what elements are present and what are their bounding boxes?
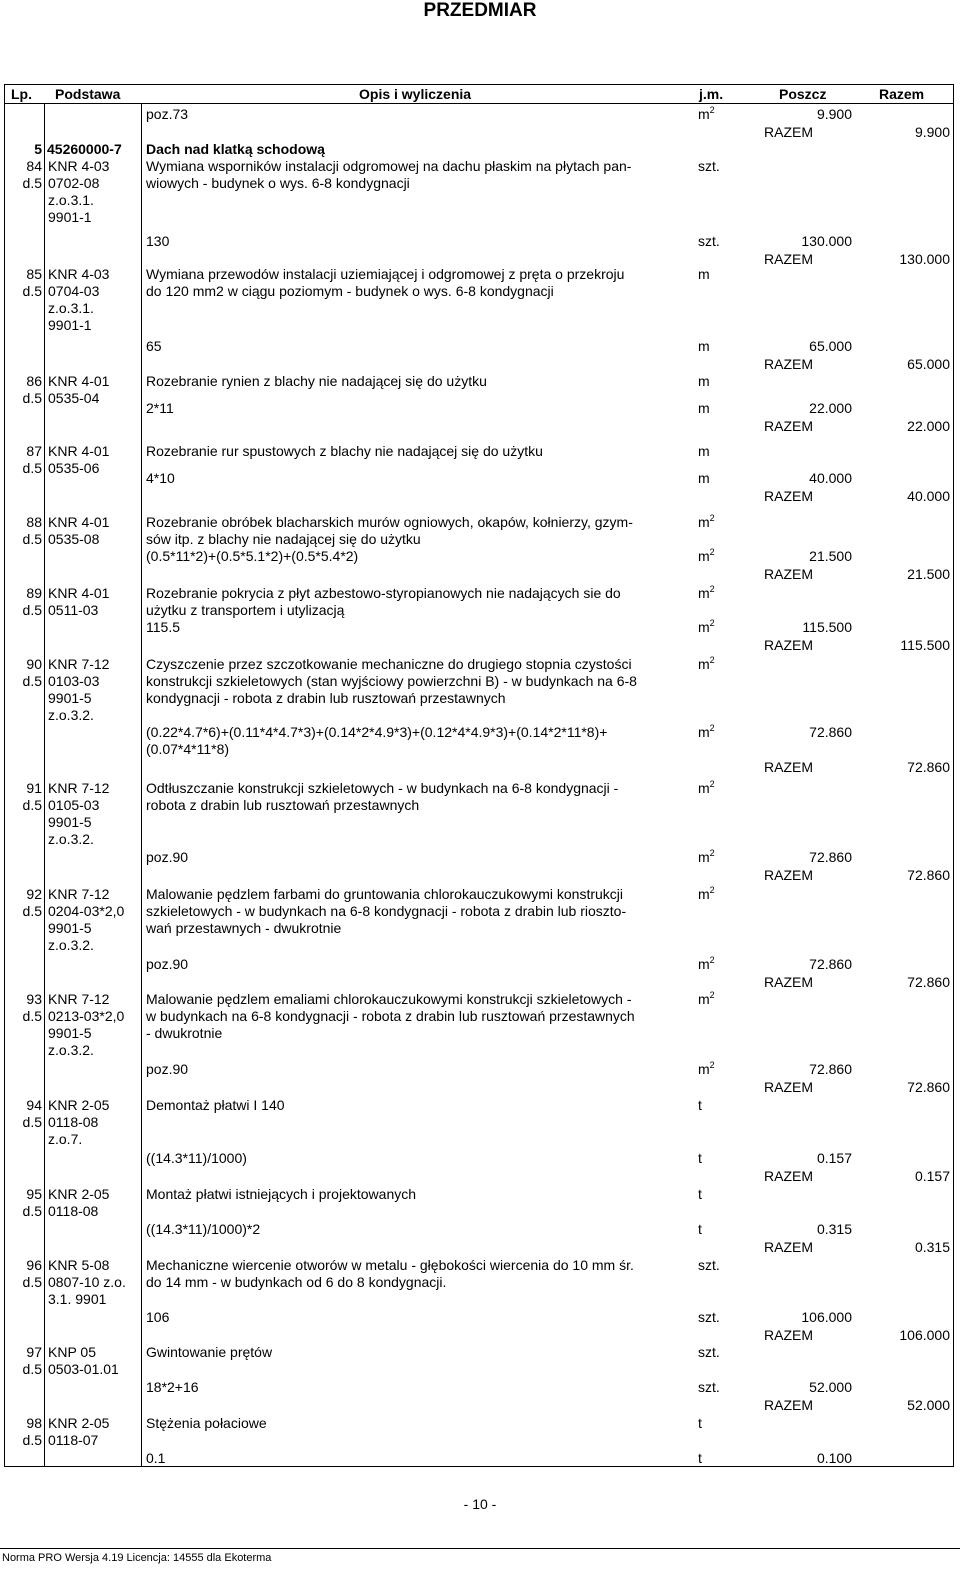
razem-value: 106.000	[899, 1327, 950, 1343]
razem-label: RAZEM	[764, 566, 813, 582]
row-poszcz-value: 106.000	[801, 1309, 852, 1325]
continuation-calc: poz.73	[146, 106, 189, 122]
row-lp: 85	[26, 266, 42, 282]
razem-value: 9.900	[914, 124, 950, 140]
razem-label: RAZEM	[764, 488, 813, 504]
row-lp-suffix: d.5	[22, 390, 42, 406]
razem-label: RAZEM	[764, 356, 813, 372]
row-unit: $m^2$	[698, 655, 715, 672]
row-lp-suffix: d.5	[22, 460, 42, 476]
continuation-unit: $m^2$	[698, 105, 715, 122]
row-lp-suffix: d.5	[22, 531, 42, 547]
razem-value: 0.157	[914, 1168, 950, 1184]
header-opis: Opis i wyliczenia	[359, 86, 472, 102]
razem-label: RAZEM	[764, 1168, 813, 1184]
razem-value: 22.000	[907, 418, 950, 434]
razem-label: RAZEM	[764, 418, 813, 434]
row-basis: KNR 7-12	[48, 991, 110, 1007]
row-description: do 14 mm - w budynkach od 6 do 8 kondygnacji.	[146, 1274, 447, 1290]
razem-label: RAZEM	[764, 124, 813, 140]
row-description: Malowanie pędzlem emaliami chlorokauczukowymi konstrukcji szkieletowych -	[146, 991, 632, 1007]
row-description: Stężenia połaciowe	[146, 1415, 267, 1431]
row-basis: 0702-08	[48, 175, 100, 191]
row-calc-unit: szt.	[698, 1379, 720, 1395]
table-header	[4, 84, 954, 104]
row-basis: 0535-04	[48, 390, 100, 406]
row-calculation: ((14.3*11)/1000)	[146, 1150, 247, 1166]
row-lp: 87	[26, 443, 42, 459]
row-basis: 0807-10 z.o.	[48, 1274, 126, 1290]
row-poszcz-value: 0.315	[816, 1221, 852, 1237]
row-calc-unit: $m^2$	[698, 618, 715, 635]
row-basis: 0213-03*2,0	[48, 1008, 125, 1024]
row-poszcz-value: 72.860	[809, 724, 852, 740]
row-basis: KNR 4-01	[48, 443, 110, 459]
row-description: szkieletowych - w budynkach na 6-8 kondygnacji - robota z drabin lub rioszto-	[146, 903, 627, 919]
row-basis: 9901-5	[48, 690, 92, 706]
row-lp-suffix: d.5	[22, 1361, 42, 1377]
row-calculation: (0.22*4.7*6)+(0.11*4*4.7*3)+(0.14*2*4.9*3)+(0.12*4*4.9*3)+(0.14*2*11*8)+	[146, 724, 608, 740]
row-lp-suffix: d.5	[22, 602, 42, 618]
row-description: Czyszczenie przez szczotkowanie mechaniczne do drugiego stopnia czystości	[146, 656, 632, 672]
row-basis: 0118-08	[48, 1203, 99, 1219]
row-description: Odtłuszczanie konstrukcji szkieletowych - w budynkach na 6-8 kondygnacji -	[146, 780, 619, 796]
row-lp-suffix: d.5	[22, 283, 42, 299]
row-poszcz-value: 72.860	[809, 1061, 852, 1077]
row-basis: KNR 7-12	[48, 780, 110, 796]
row-lp: 90	[26, 656, 42, 672]
razem-value: 65.000	[907, 356, 950, 372]
section-title: Dach nad klatką schodową	[146, 141, 325, 157]
razem-label: RAZEM	[764, 251, 813, 267]
header-poszcz: Poszcz	[779, 86, 827, 102]
row-calc-unit: m	[698, 400, 710, 416]
row-basis: 0704-03	[48, 283, 100, 299]
row-lp: 84	[26, 158, 42, 174]
row-description: Wymiana wsporników instalacji odgromowej na dachu płaskim na płytach pan-	[146, 158, 632, 174]
row-lp-suffix: d.5	[22, 1274, 42, 1290]
row-calculation: poz.90	[146, 956, 189, 972]
row-basis: KNR 2-05	[48, 1415, 110, 1431]
row-calculation: poz.90	[146, 1061, 189, 1077]
row-calculation: 130	[146, 233, 170, 249]
razem-label: RAZEM	[764, 1079, 813, 1095]
razem-value: 72.860	[907, 759, 950, 775]
row-calculation: 65	[146, 338, 162, 354]
row-unit: szt.	[698, 1257, 720, 1273]
row-unit: $m^2$	[698, 990, 715, 1007]
page-number: - 10 -	[463, 1496, 497, 1512]
row-calculation: 0.1	[146, 1450, 166, 1466]
razem-value: 72.860	[907, 974, 950, 990]
row-calc-unit: t	[698, 1150, 702, 1166]
row-calculation: 115.5	[146, 619, 180, 635]
row-lp-suffix: d.5	[22, 673, 42, 689]
row-description: Rozebranie rur spustowych z blachy nie nadającej się do użytku	[146, 443, 543, 459]
row-poszcz-value: 65.000	[809, 338, 852, 354]
header-lp: Lp.	[11, 86, 32, 102]
razem-label: RAZEM	[764, 1239, 813, 1255]
row-lp: 97	[26, 1344, 42, 1360]
row-calc-unit: $m^2$	[698, 547, 715, 564]
row-poszcz-value: 0.100	[816, 1450, 852, 1466]
row-poszcz-value: 52.000	[809, 1379, 852, 1395]
row-lp: 91	[26, 780, 42, 796]
row-unit: $m^2$	[698, 885, 715, 902]
row-unit: $m^2$	[698, 779, 715, 796]
row-basis: KNR 7-12	[48, 886, 110, 902]
row-lp-suffix: d.5	[22, 1432, 42, 1448]
row-poszcz-value: 0.157	[816, 1150, 852, 1166]
row-unit: t	[698, 1097, 702, 1113]
row-basis: z.o.3.2.	[48, 1042, 94, 1058]
row-calc-unit: $m^2$	[698, 848, 715, 865]
row-description: w budynkach na 6-8 kondygnacji - robota z drabin lub rusztowań przestawnych	[146, 1008, 635, 1024]
row-calc-unit: t	[698, 1450, 702, 1466]
row-poszcz-value: 72.860	[809, 849, 852, 865]
row-description: Mechaniczne wiercenie otworów w metalu - głębokości wiercenia do 10 mm śr.	[146, 1257, 634, 1273]
row-poszcz-value: 130.000	[801, 233, 852, 249]
razem-value: 40.000	[907, 488, 950, 504]
row-basis: 0535-08	[48, 531, 100, 547]
row-basis: KNR 4-01	[48, 373, 110, 389]
row-calculation: (0.07*4*11*8)	[146, 741, 230, 757]
row-basis: z.o.3.2.	[48, 831, 94, 847]
row-calculation: 106	[146, 1309, 170, 1325]
row-basis: 0511-03	[48, 602, 99, 618]
row-unit: m	[698, 373, 710, 389]
row-calculation: 18*2+16	[146, 1379, 199, 1395]
row-description: robota z drabin lub rusztowań przestawnych	[146, 797, 420, 813]
row-lp-suffix: d.5	[22, 797, 42, 813]
row-description: Wymiana przewodów instalacji uziemiającej i odgromowej z pręta o przekroju	[146, 266, 625, 282]
row-description: wiowych - budynek o wys. 6-8 kondygnacji	[146, 175, 410, 191]
razem-value: 0.315	[914, 1239, 950, 1255]
row-calc-unit: $m^2$	[698, 1060, 715, 1077]
row-description: Rozebranie rynien z blachy nie nadającej się do użytku	[146, 373, 487, 389]
row-poszcz-value: 40.000	[809, 470, 852, 486]
row-lp: 98	[26, 1415, 42, 1431]
row-calc-unit: m	[698, 470, 710, 486]
row-calc-unit: $m^2$	[698, 955, 715, 972]
row-calc-unit: szt.	[698, 233, 720, 249]
razem-label: RAZEM	[764, 1327, 813, 1343]
row-calculation: ((14.3*11)/1000)*2	[146, 1221, 261, 1237]
row-poszcz-value: 22.000	[809, 400, 852, 416]
razem-label: RAZEM	[764, 867, 813, 883]
header-podstawa: Podstawa	[55, 86, 121, 102]
row-unit: m	[698, 266, 710, 282]
row-unit: $m^2$	[698, 513, 715, 530]
row-lp: 86	[26, 373, 42, 389]
section-lp: 5	[34, 141, 42, 157]
row-description: - dwukrotnie	[146, 1025, 223, 1041]
row-basis: 0105-03	[48, 797, 100, 813]
row-description: konstrukcji szkieletowych (stan wyjściowy powierzchni B) - w budynkach na 6-8	[146, 673, 637, 689]
row-calc-unit: szt.	[698, 1309, 720, 1325]
row-description: sów itp. z blachy nie nadającej się do użytku	[146, 531, 421, 547]
row-calc-unit: $m^2$	[698, 723, 715, 740]
row-basis: 9901-5	[48, 920, 92, 936]
row-calc-unit: m	[698, 338, 710, 354]
row-basis: KNR 2-05	[48, 1186, 110, 1202]
column-divider	[44, 104, 45, 1466]
razem-value: 115.500	[900, 637, 950, 653]
row-basis: 3.1. 9901	[48, 1291, 107, 1307]
row-description: kondygnacji - robota z drabin lub rusztowań przestawnych	[146, 690, 506, 706]
row-basis: 0118-08	[48, 1114, 99, 1130]
row-basis: KNR 4-01	[48, 514, 110, 530]
row-basis: 9901-1	[48, 209, 92, 225]
row-basis: KNR 4-03	[48, 158, 110, 174]
page-title: PRZEDMIAR	[423, 0, 537, 21]
row-unit: t	[698, 1415, 702, 1431]
row-basis: 9901-5	[48, 814, 92, 830]
row-basis: 0503-01.01	[48, 1361, 119, 1377]
row-description: do 120 mm2 w ciągu poziomym - budynek o wys. 6-8 kondygnacji	[146, 283, 554, 299]
header-jm: j.m.	[699, 86, 724, 102]
row-lp: 89	[26, 585, 42, 601]
razem-label: RAZEM	[764, 759, 813, 775]
row-description: użytku z transportem i utylizacją	[146, 602, 345, 618]
row-calc-unit: t	[698, 1221, 702, 1237]
razem-value: 72.860	[907, 867, 950, 883]
row-description: Gwintowanie prętów	[146, 1344, 273, 1360]
row-lp-suffix: d.5	[22, 1114, 42, 1130]
row-lp: 88	[26, 514, 42, 530]
row-basis: 0204-03*2,0	[48, 903, 125, 919]
row-unit: szt.	[698, 158, 720, 174]
razem-label: RAZEM	[764, 637, 813, 653]
razem-label: RAZEM	[764, 974, 813, 990]
section-code: 45260000-7	[47, 141, 122, 157]
row-description: Demontaż płatwi I 140	[146, 1097, 285, 1113]
row-poszcz-value: 115.500	[802, 619, 852, 635]
row-calculation: (0.5*11*2)+(0.5*5.1*2)+(0.5*5.4*2)	[146, 548, 359, 564]
razem-label: RAZEM	[764, 1397, 813, 1413]
row-lp: 94	[26, 1097, 42, 1113]
footer-divider	[0, 1548, 960, 1549]
row-lp: 93	[26, 991, 42, 1007]
row-description: wań przestawnych - dwukrotnie	[146, 920, 342, 936]
row-basis: 0103-03	[48, 673, 100, 689]
row-poszcz-value: 21.500	[809, 548, 852, 564]
row-basis: 9901-5	[48, 1025, 92, 1041]
row-lp-suffix: d.5	[22, 1203, 42, 1219]
row-lp-suffix: d.5	[22, 1008, 42, 1024]
razem-value: 130.000	[899, 251, 950, 267]
row-basis: KNR 4-01	[48, 585, 110, 601]
row-basis: z.o.7.	[48, 1131, 83, 1147]
row-basis: 0535-06	[48, 460, 100, 476]
footer-license: Norma PRO Wersja 4.19 Licencja: 14555 dla Ekoterma	[2, 1552, 272, 1564]
row-description: Rozebranie obróbek blacharskich murów ogniowych, okapów, kołnierzy, gzym-	[146, 514, 633, 530]
row-calculation: poz.90	[146, 849, 189, 865]
row-basis: KNR 5-08	[48, 1257, 110, 1273]
row-description: Montaż płatwi istniejących i projektowanych	[146, 1186, 417, 1202]
row-description: Malowanie pędzlem farbami do gruntowania chlorokauczukowymi konstrukcji	[146, 886, 623, 902]
row-basis: KNP 05	[48, 1344, 96, 1360]
razem-value: 21.500	[907, 566, 950, 582]
row-lp: 95	[26, 1186, 42, 1202]
row-basis: KNR 4-03	[48, 266, 110, 282]
row-basis: 0118-07	[48, 1432, 99, 1448]
row-basis: z.o.3.2.	[48, 937, 94, 953]
row-description: Rozebranie pokrycia z płyt azbestowo-styropianowych nie nadających sie do	[146, 585, 621, 601]
row-basis: KNR 2-05	[48, 1097, 110, 1113]
row-basis: z.o.3.1.	[48, 192, 94, 208]
continuation-poszcz: 9.900	[816, 106, 852, 122]
row-calculation: 2*11	[146, 400, 174, 416]
row-basis: z.o.3.1.	[48, 300, 94, 316]
row-poszcz-value: 72.860	[809, 956, 852, 972]
column-divider	[141, 104, 142, 1466]
razem-value: 72.860	[907, 1079, 950, 1095]
header-razem: Razem	[879, 86, 925, 102]
razem-value: 52.000	[907, 1397, 950, 1413]
row-lp: 96	[26, 1257, 42, 1273]
row-basis: KNR 7-12	[48, 656, 110, 672]
row-lp: 92	[26, 886, 42, 902]
row-unit: m	[698, 443, 710, 459]
row-calculation: 4*10	[146, 470, 175, 486]
row-unit: t	[698, 1186, 702, 1202]
row-basis: z.o.3.2.	[48, 707, 94, 723]
row-unit: szt.	[698, 1344, 720, 1360]
row-basis: 9901-1	[48, 317, 92, 333]
row-lp-suffix: d.5	[22, 175, 42, 191]
row-unit: $m^2$	[698, 584, 715, 601]
row-lp-suffix: d.5	[22, 903, 42, 919]
